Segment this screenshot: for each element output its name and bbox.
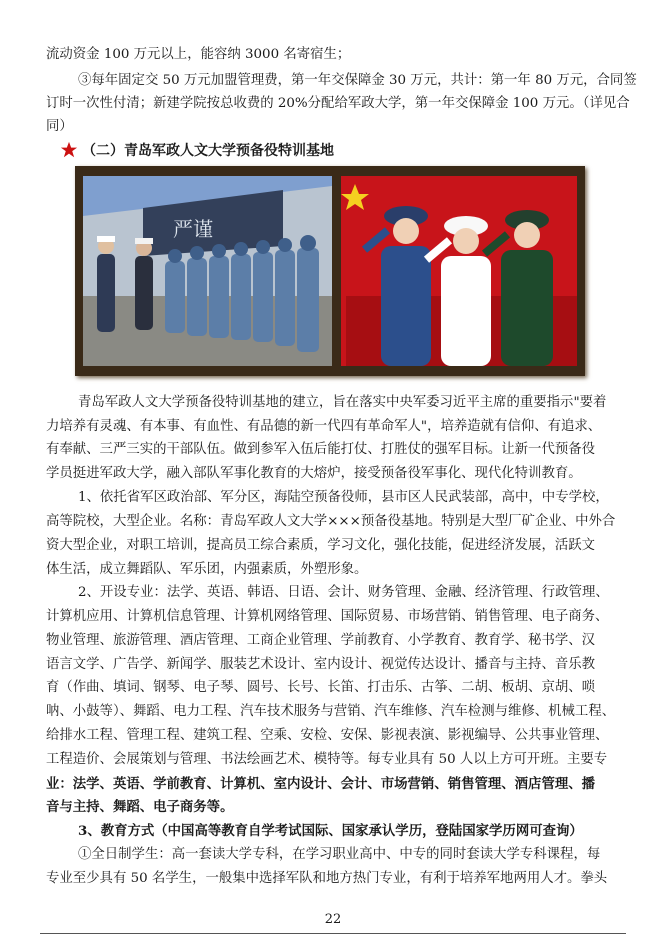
section-heading-text: （二）青岛军政人文大学预备役特训基地 (82, 143, 334, 159)
text-line: 青岛军政人文大学预备役特训基地的建立，旨在落实中央军委习近平主席的重要指示"要着 (78, 395, 607, 410)
text-line: 计算机应用、计算机信息管理、计算机网络管理、国际贸易、市场营销、销售管理、电子商务、 (46, 609, 609, 624)
text-line: 工程造价、会展策划与管理、书法绘画艺术、模特等。每专业具有 50 人以上方可开班。主要专 (46, 752, 608, 767)
saluting-soldiers-photo (341, 176, 577, 366)
photo-frame (75, 166, 585, 376)
text-line: 2、开设专业：法学、英语、韩语、日语、会计、财务管理、金融、经济管理、行政管理、 (78, 585, 609, 600)
text-line: 专业至少具有 50 名学生，一般集中选择军队和地方热门专业，有利于培养军地两用人才。拳头 (46, 871, 608, 886)
page-number: 22 (324, 912, 342, 927)
text-line: 物业管理、旅游管理、酒店管理、工商企业管理、学前教育、小学教育、教育学、秘书学、汉 (46, 633, 596, 648)
text-line: 流动资金 100 万元以上，能容纳 3000 名寄宿生； (46, 47, 351, 62)
banner-text: 严谨 (173, 217, 213, 241)
text-line: 力培养有灵魂、有本事、有血性、有品德的新一代四有革命军人"，培养造就有信仰、有追求、 (46, 419, 602, 434)
text-line: ①全日制学生：高一套读大学专科，在学习职业高中、中专的同时套读大学专科课程，每 (78, 847, 601, 862)
footer-rule (40, 933, 626, 934)
text-line: 语言文学、广告学、新闻学、服装艺术设计、室内设计、视觉传达设计、播音与主持、音乐教 (46, 657, 596, 672)
cadets-photo (83, 176, 332, 366)
red-star-icon (60, 141, 78, 159)
section-heading (60, 138, 334, 162)
text-line: 高等院校，大型企业。名称：青岛军政人文大学×××预备役基地。特别是大型厂矿企业、中外合 (46, 514, 616, 529)
text-line: ③每年固定交 50 万元加盟管理费，第一年交保障金 30 万元，共计：第一年 80 万元，合同签 (78, 73, 637, 88)
text-line: 音与主持、舞蹈、电子商务等。 (46, 799, 234, 815)
text-line: 订时一次性付清；新建学院按总收费的 20%分配给军政大学，第一年交保障金 100 万元。（详见合 (46, 96, 630, 111)
text-line: 资大型企业，对职工培训，提高员工综合素质，学习文化，强化技能，促进经济发展，活跃文 (46, 538, 596, 553)
text-line: 给排水工程、管理工程、建筑工程、空乘、安检、安保、影视表演、影视编导、公共事业管理、 (46, 728, 609, 743)
text-line: 1、依托省军区政治部、军分区，海陆空预备役师，县市区人民武装部，高中，中专学校， (78, 490, 609, 505)
text-line: 育（作曲、填词、钢琴、电子琴、圆号、长号、长笛、打击乐、古筝、二胡、板胡、京胡、唢 (46, 680, 596, 695)
text-line: 业：法学、英语、学前教育、计算机、室内设计、会计、市场营销、销售管理、酒店管理、播 (46, 776, 596, 792)
text-line: 呐、小鼓等）、舞蹈、电力工程、汽车技术服务与营销、汽车维修、汽车检测与维修、机械工程、 (46, 704, 616, 719)
text-line: 3、教育方式（中国高等教育自学考试国际、国家承认学历，登陆国家学历网可查询） (78, 823, 583, 839)
text-line: 体生活，成立舞蹈队、军乐团，内强素质，外塑形象。 (46, 562, 368, 577)
text-line: 有奉献、三严三实的干部队伍。做到参军入伍后能打仗、打胜仗的强军目标。让新一代预备役 (46, 442, 596, 457)
text-line: 同） (46, 119, 73, 134)
text-line: 学员挺进军政大学，融入部队军事化教育的大熔炉，接受预备役军事化、现代化特训教育。 (46, 466, 582, 481)
